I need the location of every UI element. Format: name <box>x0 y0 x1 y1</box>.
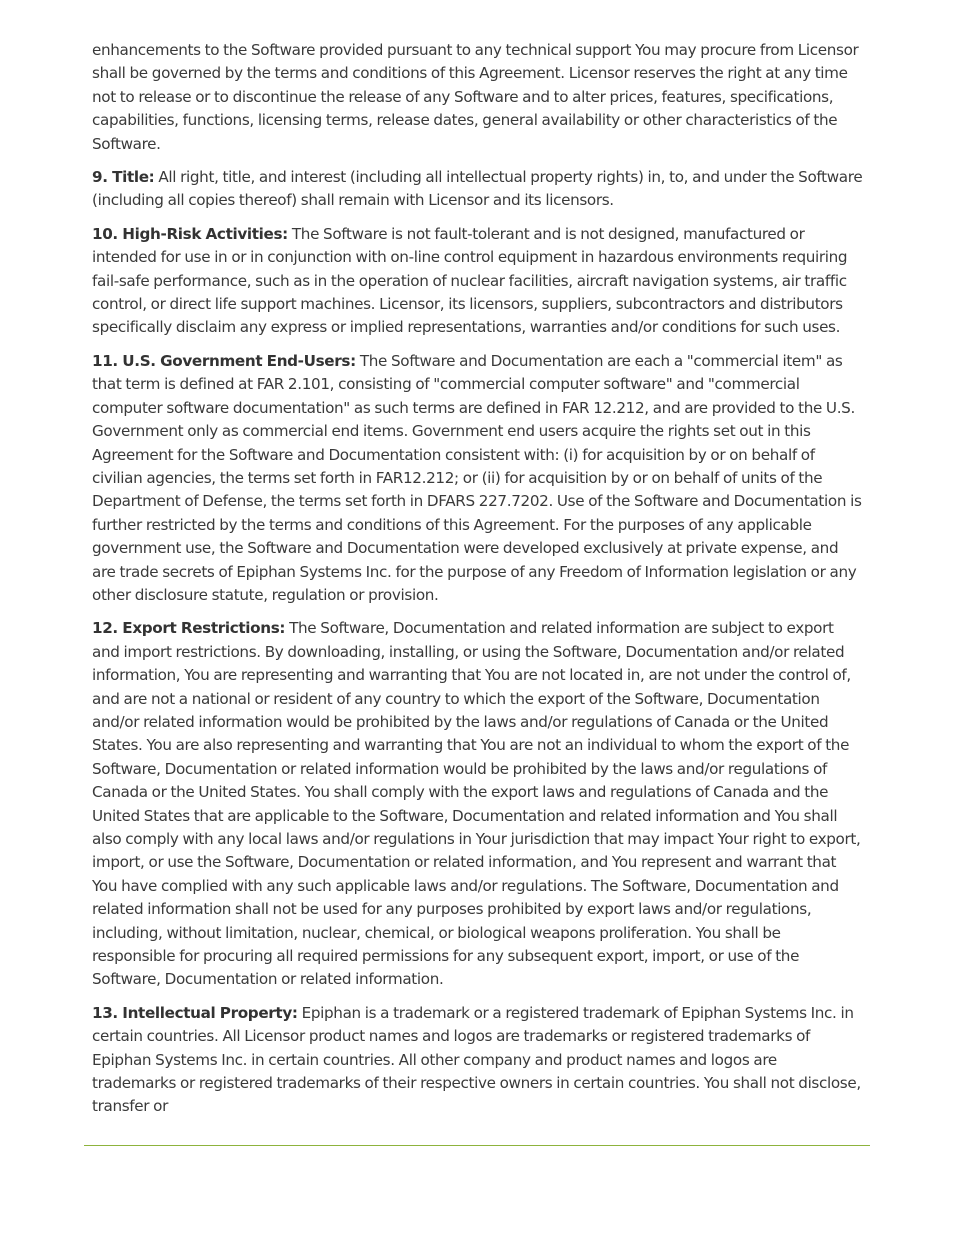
section-heading: 9. Title: <box>92 168 155 187</box>
section-heading: 11. U.S. Government End-Users: <box>92 351 356 370</box>
paragraph-title <box>92 166 864 213</box>
paragraph-text: enhancements to the Software provided pursuant to any technical support You may procure from Licensor shall be governed by the terms and conditions of this Agreement. Licensor reserves the right at any time not to release or to discontinue the release of any Software and to alter prices, features, specifications, capabilities, functions, licensing terms, release dates, general availability or other characteristics of the Software. <box>92 41 859 153</box>
paragraph-government-end-users <box>92 350 864 607</box>
footer-divider <box>84 1145 870 1146</box>
paragraph-text: The Software is not fault-tolerant and is not designed, manufactured or intended for use in or in conjunction with on-line control equipment in hazardous environments requiring fail-safe performance, such as in the operation of nuclear facilities, aircraft navigation systems, air traffic control, or direct life support machines. Licensor, its licensors, suppliers, subcontractors and distributors specifically disclaim any express or implied representations, warranties and/or conditions for such uses. <box>92 224 848 337</box>
paragraph-high-risk-activities <box>92 223 864 340</box>
section-heading: 13. Intellectual Property: <box>92 1003 298 1022</box>
paragraph-text: Epiphan is a trademark or a registered trademark of Epiphan Systems Inc. in certain countries. All Licensor product names and logos are trademarks or registered trademarks of Epiphan Systems Inc. in certain countries. All other company and product names and logos are trademarks or registered trademarks of their respective owners in certain countries. You shall not disclose, transfer or <box>92 1003 861 1116</box>
paragraph-intellectual-property <box>92 1002 864 1119</box>
document-body <box>92 39 864 1129</box>
paragraph-text: The Software, Documentation and related information are subject to export and import restrictions. By downloading, installing, or using the Software, Documentation and/or related information, You are representing and warranting that You are not located in, are not under the control of, and are not a national or resident of any country to which the export of the Software, Documentation and/or related information would be prohibited by the laws and/or regulations of Canada or the United States. You are also representing and warranting that You are not an individual to whom the export of the Software, Documentation or related information would be prohibited by the laws and/or regulations of Canada or the United States. You shall comply with the export laws and regulations of Canada and the United States that are applicable to the Software, Documentation and related information and You shall also comply with any local laws and/or regulations in Your jurisdiction that may impact Your right to export, import, or use the Software, Documentation or related information, and You represent and warrant that You have complied with any such applicable laws and/or regulations. The Software, Documentation and related information shall not be used for any purposes prohibited by export laws and/or regulations, including, without limitation, nuclear, chemical, or biological weapons proliferation. You shall be responsible for procuring all required permissions for any subsequent export, import, or use of the Software, Documentation or related information. <box>92 619 861 989</box>
paragraph-text: The Software and Documentation are each a "commercial item" as that term is defined at FAR 2.101, consisting of "commercial computer software" and "commercial computer software documentation" as such terms are defined in FAR 12.212, and are provided to the U.S. Government only as commercial end items. Government end users acquire the rights set out in this Agreement for the Software and Documentation consistent with: (i) for acquisition by or on behalf of civilian agencies, the terms set forth in FAR12.212; or (ii) for acquisition by or on behalf of units of the Department of Defense, the terms set forth in DFARS 227.7202. Use of the Software and Documentation is further restricted by the terms and conditions of this Agreement. For the purposes of any applicable government use, the Software and Documentation were developed exclusively at private expense, and are trade secrets of Epiphan Systems Inc. for the purpose of any Freedom of Information legislation or any other disclosure statute, regulation or provision. <box>92 351 862 604</box>
paragraph-export-restrictions <box>92 617 864 992</box>
paragraph-text: All right, title, and interest (including all intellectual property rights) in, to, and under the Software (including all copies thereof) shall remain with Licensor and its licensors. <box>92 168 863 210</box>
section-heading: 12. Export Restrictions: <box>92 619 286 638</box>
section-heading: 10. High-Risk Activities: <box>92 224 288 243</box>
paragraph-continuation <box>92 39 864 156</box>
